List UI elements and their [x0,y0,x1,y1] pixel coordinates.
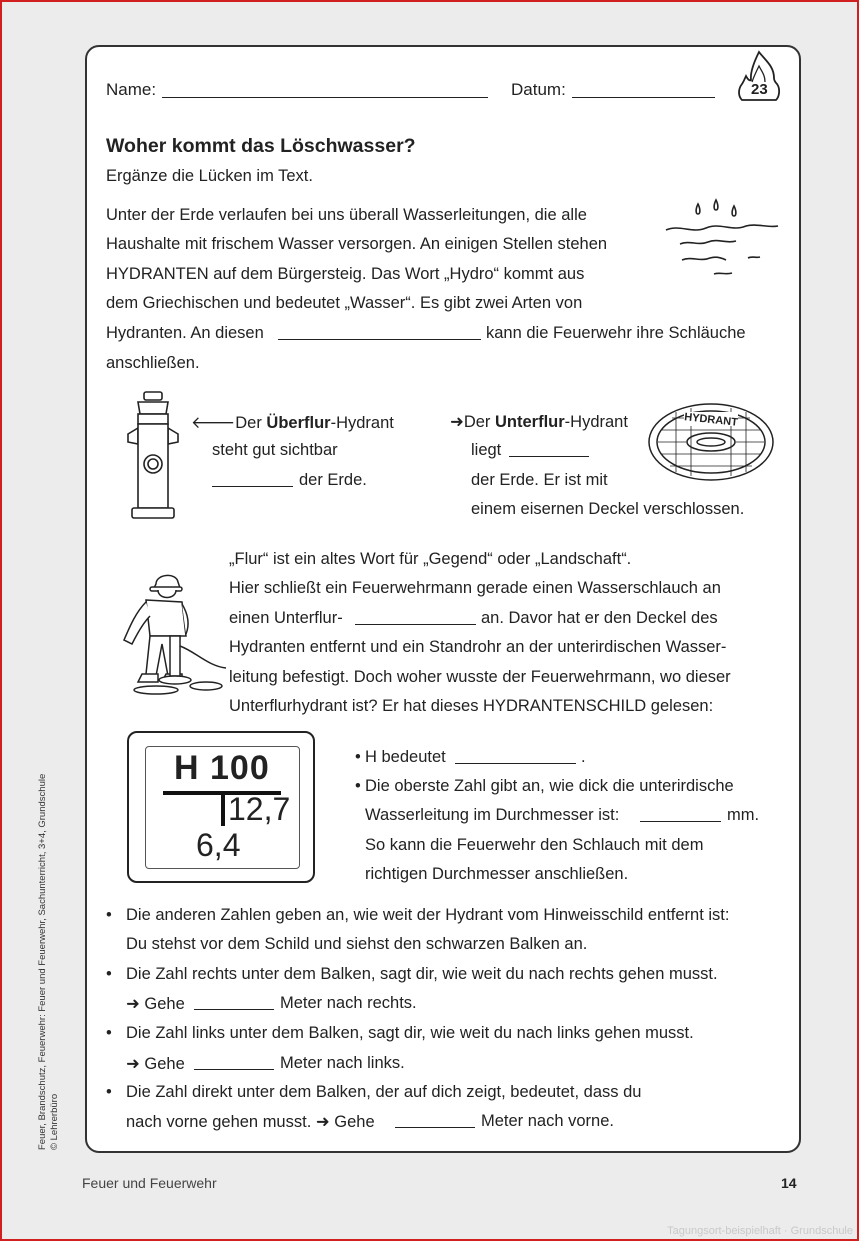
intro-line: kann die Feuerwehr ihre Schläuche [486,324,746,342]
lid-label: HYDRANT [683,411,739,429]
sign-bottom-number: 6,4 [196,827,241,863]
info-bullet-2: Meter nach rechts. [280,994,417,1012]
flame-badge-icon [734,48,784,108]
blank-field[interactable] [640,821,721,822]
info-bullet-2: ➜ Gehe [126,995,185,1013]
sign-bullet-2: Die oberste Zahl gibt an, wie dick die unterirdische [365,777,734,795]
info-bullet-4: Die Zahl direkt unter dem Balken, der auf dich zeigt, bedeutet, dass du [126,1083,642,1101]
unterflur-line-2: liegt [471,441,502,459]
sign-pointer-bar [221,791,225,826]
intro-line: Haushalte mit frischem Wasser versorgen. An einigen Stellen stehen [106,235,608,253]
bullet: • [355,777,361,795]
sign-bullet-2: So kann die Feuerwehr den Schlauch mit dem [365,836,704,854]
date-field[interactable] [572,97,715,98]
flur-line: an. Davor hat er den Deckel des [481,609,718,627]
flur-line: Hier schließt ein Feuerwehrmann gerade einen Wasserschlauch an [229,579,721,597]
page-number: 14 [781,1175,797,1191]
intro-line: anschließen. [106,354,200,372]
blank-field[interactable] [194,1009,274,1010]
ueberflur-line-3: der Erde. [299,471,367,489]
name-field[interactable] [162,97,488,98]
sign-bullet-2: richtigen Durchmesser anschließen. [365,865,629,883]
ueberflur-line-1: 🡐Der Überflur-Hydrant [191,414,394,432]
arrow-left-icon: 🡐 [191,414,236,432]
blank-field[interactable] [455,763,576,764]
flur-line: leitung befestigt. Doch woher wusste der Feuerwehrmann, wo dieser [229,668,731,686]
sign-bullet-1: H bedeutet [365,748,446,766]
info-bullet-3: ➜ Gehe [126,1055,185,1073]
blank-field[interactable] [194,1069,274,1070]
info-bullet-4: Meter nach vorne. [481,1112,614,1130]
bullet: • [106,965,112,983]
info-bullet-4: nach vorne gehen musst. ➜ Gehe [126,1113,375,1131]
unterflur-line-4: einem eisernen Deckel verschlossen. [471,500,745,518]
water-icon [660,196,780,280]
blank-field[interactable] [355,624,476,625]
firefighter-icon [116,566,228,702]
hydrant-sign-panel [145,746,300,869]
unterflur-line-1: ➜Der Unterflur-Hydrant [450,413,628,431]
unterflur-line-3: der Erde. Er ist mit [471,471,608,489]
sign-bullet-1-end: . [581,748,586,766]
blank-field[interactable] [212,486,293,487]
page-title: Woher kommt das Löschwasser? [106,135,416,157]
ueberflur-line-2: steht gut sichtbar [212,441,338,459]
date-label: Datum: [511,80,566,99]
intro-line: HYDRANTEN auf dem Bürgersteig. Das Wort „Hydro“ kommt aus [106,265,585,283]
blank-field[interactable] [509,456,589,457]
sign-top-text: H 100 [174,749,270,787]
bullet: • [106,1024,112,1042]
copyright-side-text: Feuer, Brandschutz, Feuerwehr: Feuer und Feuerwehr, Sachunterricht, 3+4, Grundschule © Lehrerbüro [37,773,60,1150]
blank-field[interactable] [278,339,481,340]
bullet: • [106,906,112,924]
intro-line: dem Griechischen und bedeutet „Wasser“. Es gibt zwei Arten von [106,294,583,312]
bullet: • [106,1083,112,1101]
sign-bullet-2: Wasserleitung im Durchmesser ist: [365,806,620,824]
flur-line: Unterflurhydrant ist? Er hat dieses HYDRANTENSCHILD gelesen: [229,697,714,715]
arrow-right-icon: ➜ [450,413,464,431]
sign-right-number: 12,7 [228,791,291,827]
name-label: Name: [106,80,157,99]
bullet: • [355,748,361,766]
info-bullet-3: Die Zahl links unter dem Balken, sagt dir, wie weit du nach links gehen musst. [126,1024,694,1042]
sign-bullet-2: mm. [727,806,760,824]
info-bullet-2: Die Zahl rechts unter dem Balken, sagt dir, wie weit du nach rechts gehen musst. [126,965,718,983]
sheet-number: 23 [751,81,768,98]
ueberflur-hydrant-icon [122,388,186,524]
info-bullet-1: Die anderen Zahlen geben an, wie weit der Hydrant vom Hinweisschild entfernt ist: [126,906,730,924]
info-bullet-1: Du stehst vor dem Schild und siehst den schwarzen Balken an. [126,935,588,953]
hydrant-sign [127,731,315,883]
intro-line: Unter der Erde verlaufen bei uns überall Wasserleitungen, die alle [106,206,587,224]
info-bullet-3: Meter nach links. [280,1054,405,1072]
blank-field[interactable] [395,1127,475,1128]
flur-line: einen Unterflur- [229,609,343,627]
watermark: Tagungsort-beispielhaft · Grundschule [667,1225,853,1237]
footer-title: Feuer und Feuerwehr [82,1175,217,1191]
intro-line: Hydranten. An diesen [106,324,264,342]
flur-line: Hydranten entfernt und ein Standrohr an der unterirdischen Wasser- [229,638,727,656]
hydrant-lid-icon [646,400,776,484]
flur-line: „Flur“ ist ein altes Wort für „Gegend“ oder „Landschaft“. [229,550,632,568]
instruction: Ergänze die Lücken im Text. [106,167,313,185]
